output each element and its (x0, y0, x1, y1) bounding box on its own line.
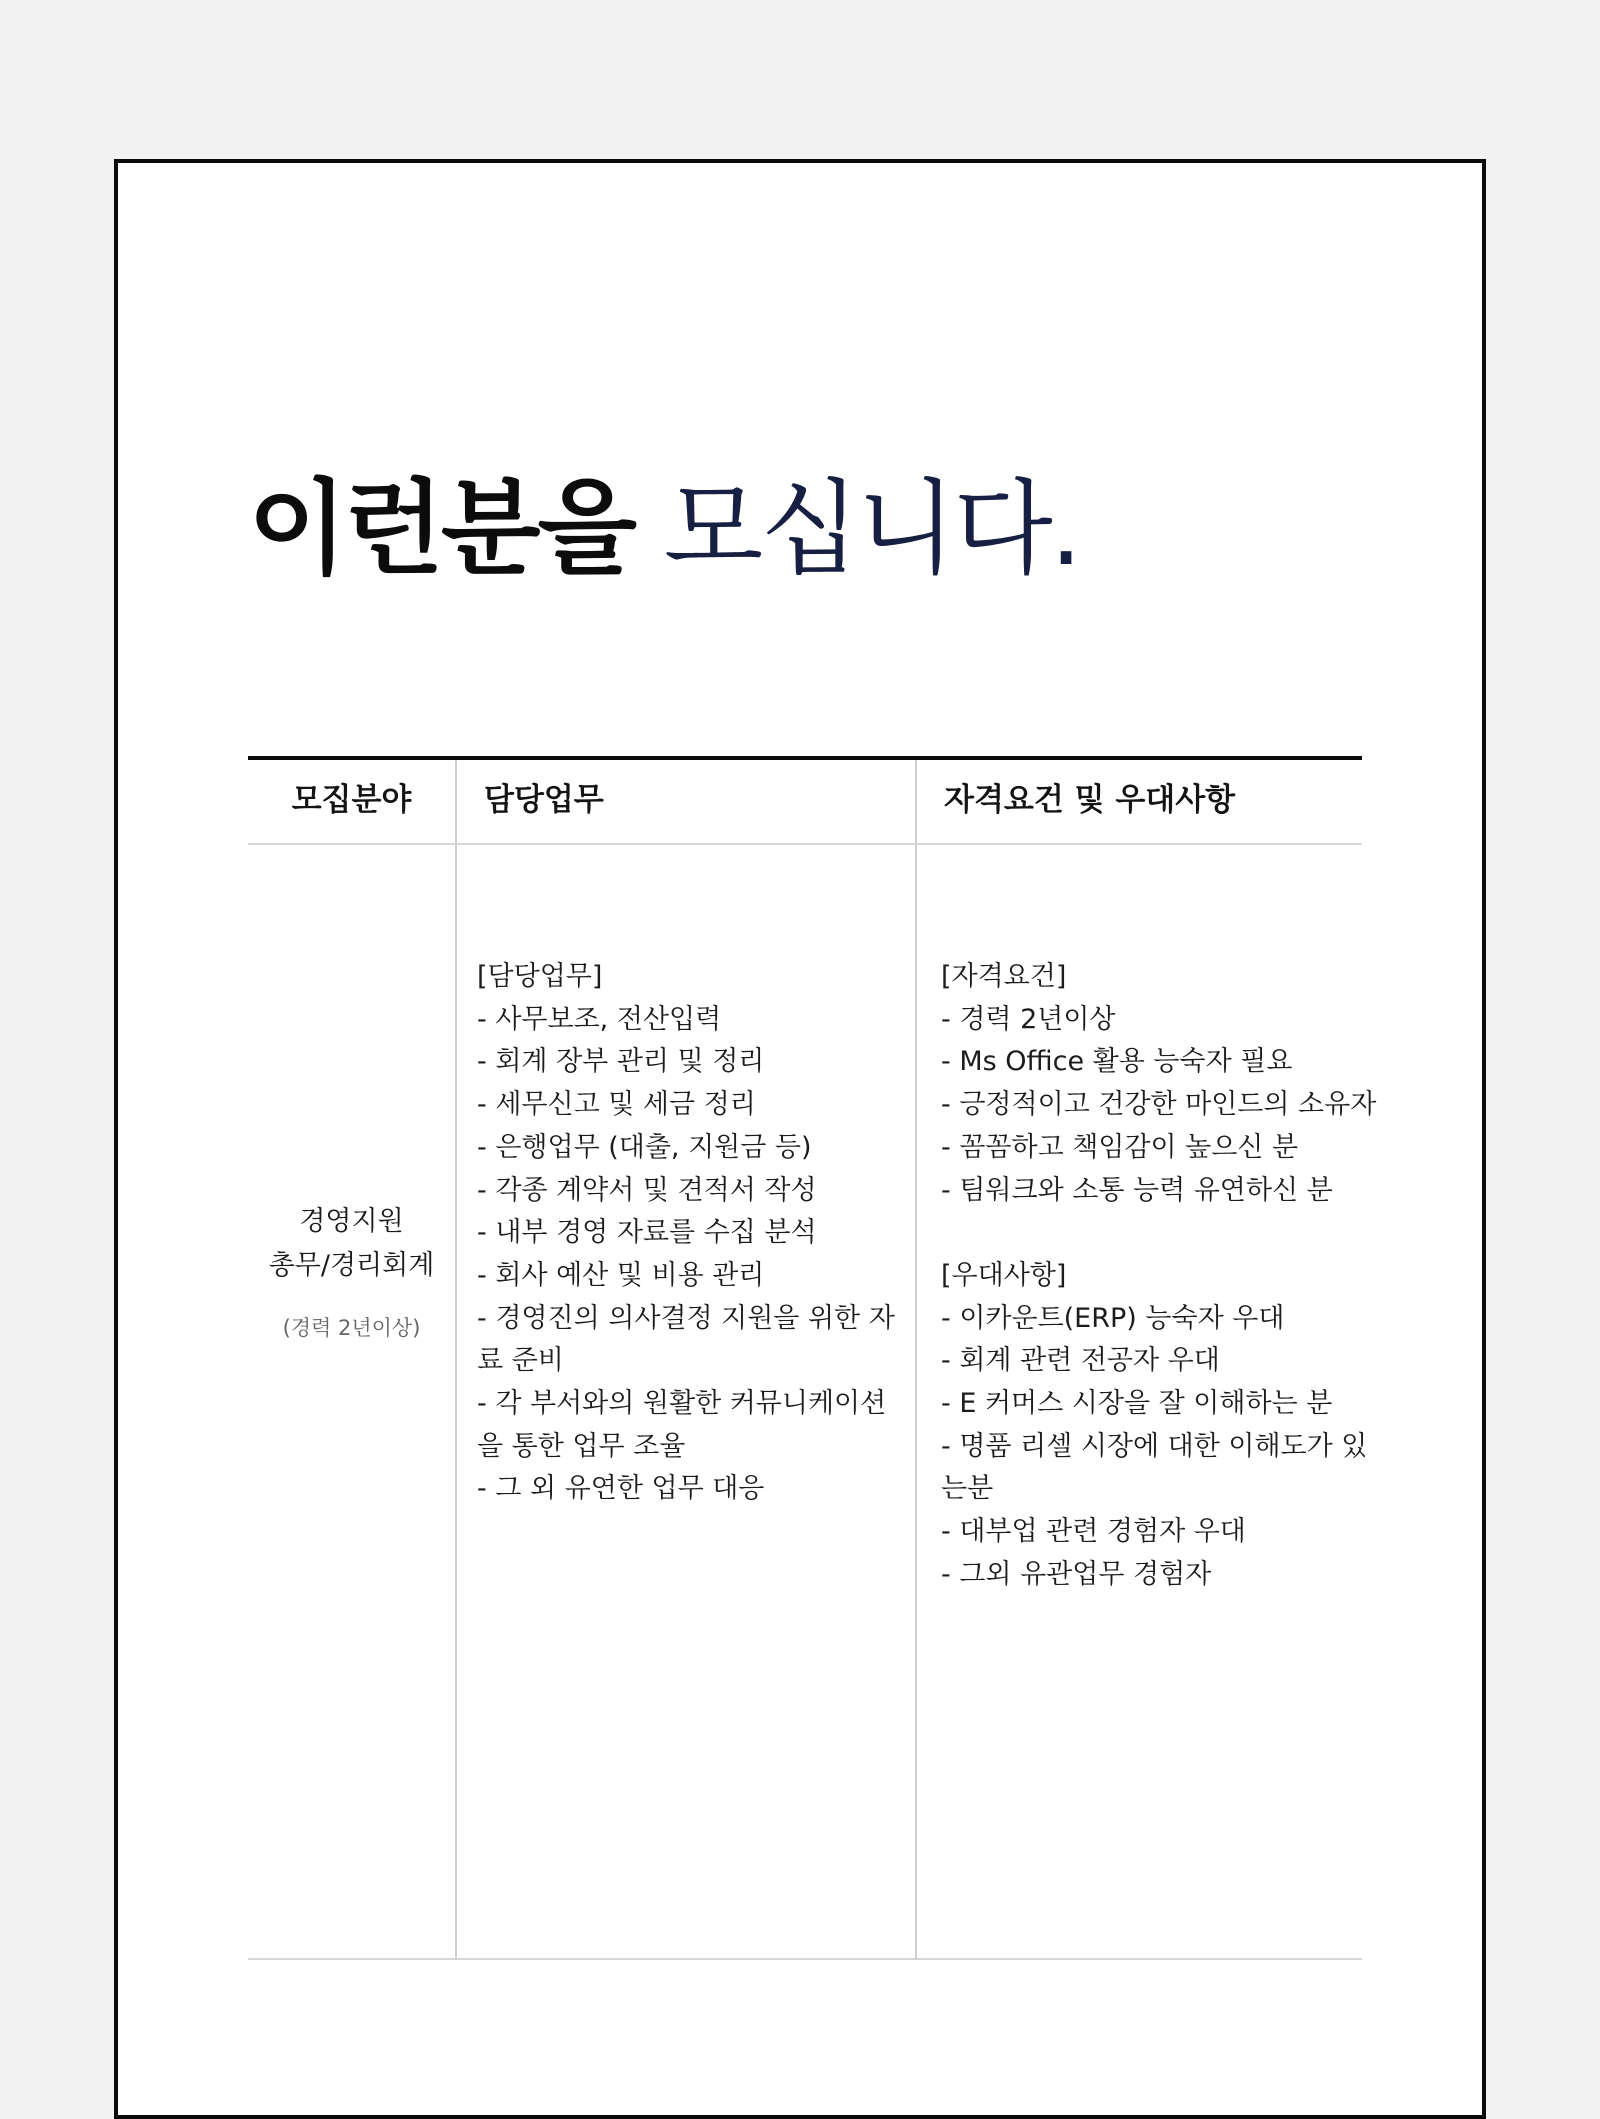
duty-line: - 회계 장부 관리 및 정리 (477, 1046, 765, 1078)
table-header-rule (248, 843, 1362, 845)
duty-line: 을 통한 업무 조율 (477, 1430, 686, 1462)
requirements-heading: [자격요건] (941, 961, 1067, 992)
duty-line: - 각종 계약서 및 견적서 작성 (477, 1174, 817, 1206)
duty-line: - 그 외 유연한 업무 대응 (477, 1473, 765, 1505)
preference-line: 는분 (941, 1473, 994, 1505)
table-bottom-rule (248, 1958, 1362, 1960)
preferences-heading: [우대사항] (941, 1259, 1067, 1291)
duty-line: - 경영진의 의사결정 지원을 위한 자 (477, 1302, 895, 1334)
field-cell (248, 1200, 455, 1342)
requirement-line: - 경력 2년이상 (941, 1003, 1116, 1035)
duty-line: - 각 부서와의 원활한 커뮤니케이션 (477, 1388, 887, 1420)
requirement-line: - 긍정적이고 건강한 마인드의 소유자 (941, 1089, 1377, 1121)
duty-line: - 사무보조, 전산입력 (477, 1003, 722, 1035)
duty-line: - 내부 경영 자료를 수집 분석 (477, 1217, 817, 1249)
column-divider-1 (455, 760, 457, 1960)
preference-line: - 명품 리셀 시장에 대한 이해도가 있 (941, 1430, 1368, 1462)
field-experience: (경력 2년이상) (282, 1316, 421, 1340)
requirement-line: - 팀워크와 소통 능력 유연하신 분 (941, 1174, 1333, 1206)
duty-line: - 회사 예산 및 비용 관리 (477, 1259, 765, 1291)
header-field: 모집분야 (291, 782, 412, 818)
title-light: 모십니다. (663, 469, 1080, 589)
header-duties: 담당업무 (484, 782, 604, 818)
title-bold: 이런분을 (248, 469, 634, 589)
duty-line: - 세무신고 및 세금 정리 (477, 1089, 756, 1121)
preference-line: - 대부업 관련 경험자 우대 (941, 1516, 1246, 1548)
preference-line: - E 커머스 시장을 잘 이해하는 분 (941, 1388, 1333, 1420)
requirement-line: - Ms Office 활용 능숙자 필요 (941, 1046, 1293, 1078)
preference-line: - 그외 유관업무 경험자 (941, 1558, 1212, 1590)
column-divider-2 (915, 760, 917, 1960)
field-name-line: 경영지원 (299, 1206, 404, 1237)
section-spacer (941, 1212, 1381, 1255)
duty-line: 료 준비 (477, 1345, 564, 1377)
requirements-cell (941, 956, 1381, 1597)
duties-heading: [담당업무] (477, 961, 603, 992)
requirement-line: - 꼼꼼하고 책임감이 높으신 분 (941, 1131, 1299, 1163)
field-name-line: 총무/경리회계 (268, 1250, 435, 1281)
duty-line: - 은행업무 (대출, 지원금 등) (477, 1131, 812, 1163)
duties-cell (477, 956, 913, 1511)
header-requirements: 자격요건 및 우대사항 (944, 782, 1236, 818)
page-title (248, 469, 1080, 589)
table-top-rule (248, 756, 1362, 760)
preference-line: - 이카운트(ERP) 능숙자 우대 (941, 1302, 1285, 1334)
preference-line: - 회계 관련 전공자 우대 (941, 1345, 1220, 1377)
